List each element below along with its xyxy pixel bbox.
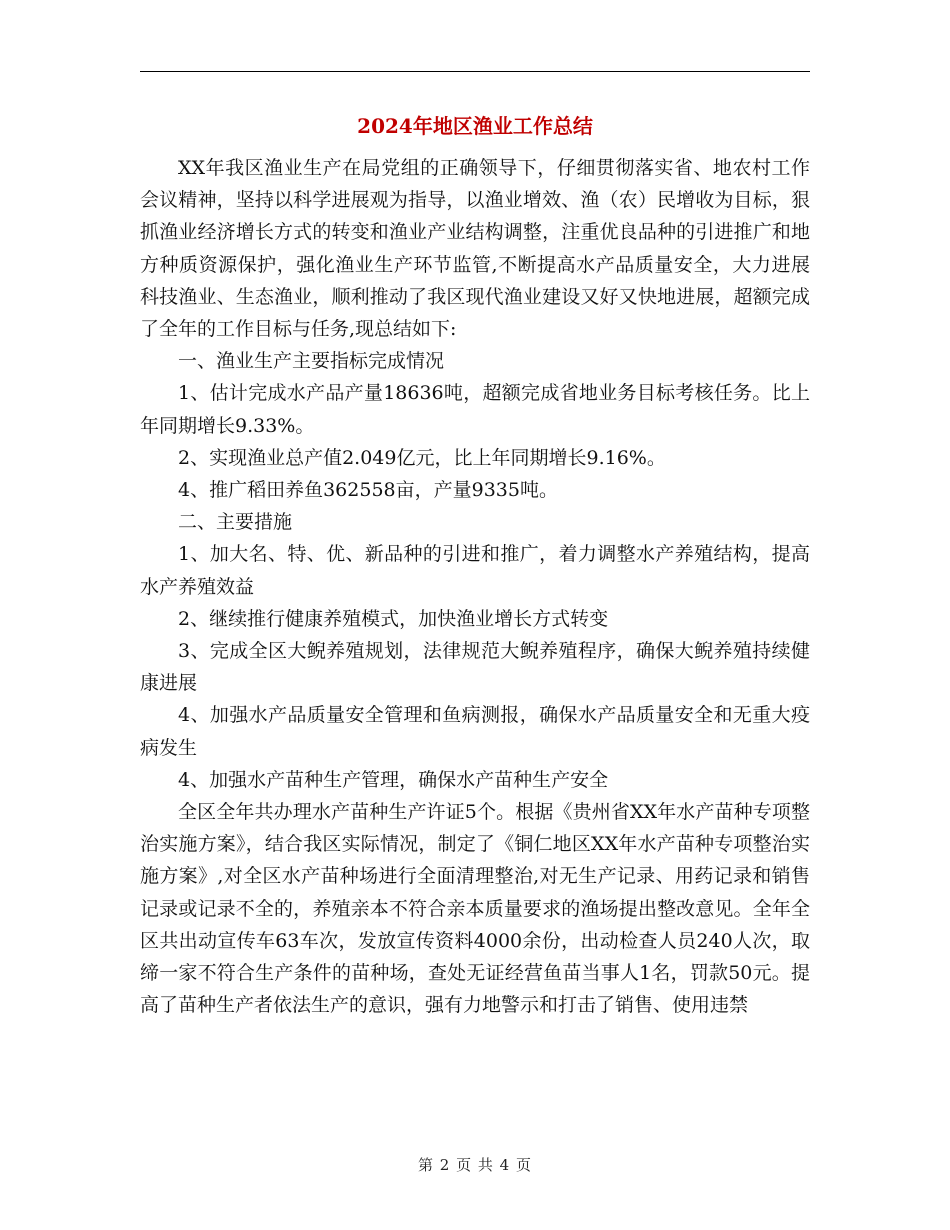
section-heading-indicators: 一、渔业生产主要指标完成情况: [178, 350, 445, 373]
measure-healthy-farming: 2、继续推行健康养殖模式，加快渔业增长方式转变: [178, 607, 609, 630]
measure-varieties: 1、加大名、特、优、新品种的引进和推广，着力调整水产养殖结构，提高水产养殖效益: [140, 543, 810, 598]
measure-giant-salamander: 3、完成全区大鲵养殖规划，法律规范大鲵养殖程序，确保大鲵养殖持续健康进展: [140, 640, 810, 695]
section-heading-measures: 二、主要措施: [178, 511, 293, 534]
fry-rectification-paragraph: 全区全年共办理水产苗种生产许证5个。根据《贵州省XX年水产苗种专项整治实施方案》，结合我区实际情况，制定了《铜仁地区XX年水产苗种专项整治实施方案》,对全区水产苗种场进行全面清理整治,对无生产记录、用药记录和销售记录或记录不全的，养殖亲本不符合亲本质量要求的渔场提出整改意见。全年全区共出动宣传车63车次，发放宣传资料4000余份，出动检查人员240人次，取缔一家不符合生产条件的苗种场，查处无证经营鱼苗当事人1名，罚款50元。提高了苗种生产者依法生产的意识，强有力地警示和打击了销售、使用违禁: [140, 801, 810, 1017]
measure-quality-safety: 4、加强水产品质量安全管理和鱼病测报，确保水产品质量安全和无重大疫病发生: [140, 704, 810, 759]
indicator-rice-fish: 4、推广稻田养鱼362558亩，产量9335吨。: [178, 479, 558, 502]
page-number: 第 2 页 共 4 页: [418, 1156, 532, 1174]
intro-paragraph: XX年我区渔业生产在局党组的正确领导下，仔细贯彻落实省、地农村工作会议精神，坚持以科学进展观为指导，以渔业增效、渔（农）民增收为目标，狠抓渔业经济增长方式的转变和渔业产业结构调整，注重优良品种的引进推广和地方种质资源保护，强化渔业生产环节监管,不断提高水产品质量安全，大力进展科技渔业、生态渔业，顺利推动了我区现代渔业建设又好又快地进展，超额完成了全年的工作目标与任务,现总结如下:: [140, 157, 810, 341]
header-rule: [140, 71, 810, 72]
indicator-value: 2、实现渔业总产值2.049亿元，比上年同期增长9.16%。: [178, 446, 666, 469]
document-title: 2024年地区渔业工作总结: [357, 114, 593, 138]
indicator-output: 1、估计完成水产品产量18636吨，超额完成省地业务目标考核任务。比上年同期增长9.33%。: [140, 382, 810, 437]
measure-fry-management: 4、加强水产苗种生产管理，确保水产苗种生产安全: [178, 768, 609, 791]
document-body: [140, 152, 810, 1021]
